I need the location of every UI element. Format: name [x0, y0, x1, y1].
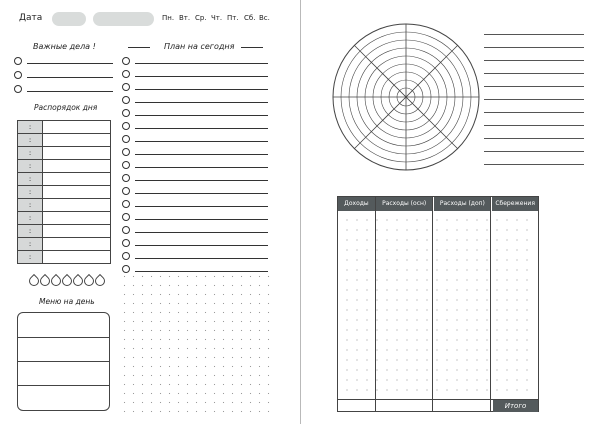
- important-title: Важные дела !: [33, 42, 96, 51]
- weekday-option[interactable]: Чт.: [211, 14, 223, 22]
- plan-checkbox[interactable]: [122, 213, 130, 221]
- plan-title: План на сегодня: [164, 42, 235, 51]
- weekday-option[interactable]: Ср.: [195, 14, 207, 22]
- plan-checkbox[interactable]: [122, 200, 130, 208]
- schedule-time-cell: :: [18, 199, 43, 211]
- finance-total-row: [338, 399, 538, 412]
- schedule-title: Распорядок дня: [34, 103, 98, 112]
- important-checkbox[interactable]: [14, 57, 22, 65]
- plan-title-rule-right: [241, 47, 263, 48]
- plan-checkbox[interactable]: [122, 83, 130, 91]
- schedule-time-cell: :: [18, 147, 43, 159]
- schedule-row[interactable]: [18, 185, 110, 198]
- menu-divider: [18, 361, 109, 362]
- finance-col-divider: [490, 197, 491, 411]
- schedule-time-cell: :: [18, 121, 43, 133]
- important-line[interactable]: [27, 63, 113, 64]
- finance-table: [337, 196, 539, 412]
- plan-checkbox[interactable]: [122, 187, 130, 195]
- plan-line[interactable]: [135, 232, 268, 233]
- plan-checkbox[interactable]: [122, 174, 130, 182]
- date-field-month[interactable]: [93, 12, 154, 26]
- plan-checkbox[interactable]: [122, 226, 130, 234]
- schedule-time-cell: :: [18, 160, 43, 172]
- notes-dot-grid[interactable]: [120, 272, 270, 414]
- schedule-row[interactable]: [18, 250, 110, 263]
- water-drop-icon[interactable]: [93, 274, 107, 288]
- plan-checkbox[interactable]: [122, 96, 130, 104]
- important-checkbox[interactable]: [14, 85, 22, 93]
- schedule-time-cell: :: [18, 173, 43, 185]
- menu-divider: [18, 385, 109, 386]
- weekday-option[interactable]: Вт.: [179, 14, 191, 22]
- plan-title-rule-left: [128, 47, 150, 48]
- schedule-time-cell: :: [18, 251, 43, 263]
- menu-divider: [18, 337, 109, 338]
- menu-title: Меню на день: [39, 297, 95, 306]
- notes-line[interactable]: [484, 99, 584, 100]
- plan-checkbox[interactable]: [122, 161, 130, 169]
- schedule-time-cell: :: [18, 212, 43, 224]
- plan-line[interactable]: [135, 63, 268, 64]
- plan-checkbox[interactable]: [122, 57, 130, 65]
- plan-checkbox[interactable]: [122, 148, 130, 156]
- plan-checkbox[interactable]: [122, 135, 130, 143]
- balance-wheel: [331, 22, 481, 172]
- plan-line[interactable]: [135, 141, 268, 142]
- finance-column-header: Сбережения: [495, 200, 535, 207]
- plan-checkbox[interactable]: [122, 122, 130, 130]
- notes-line[interactable]: [484, 112, 584, 113]
- notes-line[interactable]: [484, 86, 584, 87]
- plan-checkbox[interactable]: [122, 252, 130, 260]
- notes-line[interactable]: [484, 164, 584, 165]
- schedule-row[interactable]: [18, 237, 110, 250]
- plan-line[interactable]: [135, 180, 268, 181]
- plan-line[interactable]: [135, 219, 268, 220]
- plan-checkbox[interactable]: [122, 239, 130, 247]
- plan-line[interactable]: [135, 76, 268, 77]
- finance-col-divider: [375, 197, 376, 411]
- finance-column-header: Расходы (осн): [376, 197, 434, 211]
- weekday-option[interactable]: Пт.: [227, 14, 239, 22]
- finance-header: [338, 197, 538, 211]
- menu-box[interactable]: [17, 312, 110, 411]
- plan-line[interactable]: [135, 89, 268, 90]
- notes-line[interactable]: [484, 47, 584, 48]
- important-line[interactable]: [27, 77, 113, 78]
- schedule-row[interactable]: [18, 224, 110, 237]
- plan-line[interactable]: [135, 258, 268, 259]
- notes-line[interactable]: [484, 60, 584, 61]
- plan-line[interactable]: [135, 167, 268, 168]
- schedule-row[interactable]: [18, 121, 110, 133]
- schedule-row[interactable]: [18, 198, 110, 211]
- plan-line[interactable]: [135, 245, 268, 246]
- notes-line[interactable]: [484, 151, 584, 152]
- date-label: Дата: [19, 13, 43, 23]
- plan-checkbox[interactable]: [122, 70, 130, 78]
- plan-line[interactable]: [135, 154, 268, 155]
- date-field-day[interactable]: [52, 12, 86, 26]
- weekday-option[interactable]: Сб.: [244, 14, 256, 22]
- schedule-time-cell: :: [18, 186, 43, 198]
- finance-column-header: Расходы (доп): [434, 197, 493, 211]
- schedule-time-cell: :: [18, 238, 43, 250]
- schedule-table: [17, 120, 111, 264]
- schedule-time-cell: :: [18, 225, 43, 237]
- schedule-row[interactable]: [18, 159, 110, 172]
- finance-column-header: Доходы: [338, 197, 376, 211]
- plan-checkbox[interactable]: [122, 109, 130, 117]
- plan-line[interactable]: [135, 102, 268, 103]
- notes-line[interactable]: [484, 73, 584, 74]
- plan-line[interactable]: [135, 128, 268, 129]
- plan-line[interactable]: [135, 193, 268, 194]
- important-line[interactable]: [27, 91, 113, 92]
- schedule-row[interactable]: [18, 211, 110, 224]
- notes-line[interactable]: [484, 125, 584, 126]
- schedule-row[interactable]: [18, 172, 110, 185]
- finance-col-divider: [432, 197, 433, 411]
- plan-line[interactable]: [135, 206, 268, 207]
- notes-line[interactable]: [484, 34, 584, 35]
- weekday-option[interactable]: Вс.: [259, 14, 270, 22]
- schedule-row[interactable]: [18, 146, 110, 159]
- finance-total-label: Итого: [493, 400, 538, 412]
- plan-line[interactable]: [135, 115, 268, 116]
- notes-line[interactable]: [484, 138, 584, 139]
- weekday-option[interactable]: Пн.: [162, 14, 175, 22]
- finance-dot-grid[interactable]: [342, 215, 534, 397]
- schedule-row[interactable]: [18, 133, 110, 146]
- important-checkbox[interactable]: [14, 71, 22, 79]
- schedule-time-cell: :: [18, 134, 43, 146]
